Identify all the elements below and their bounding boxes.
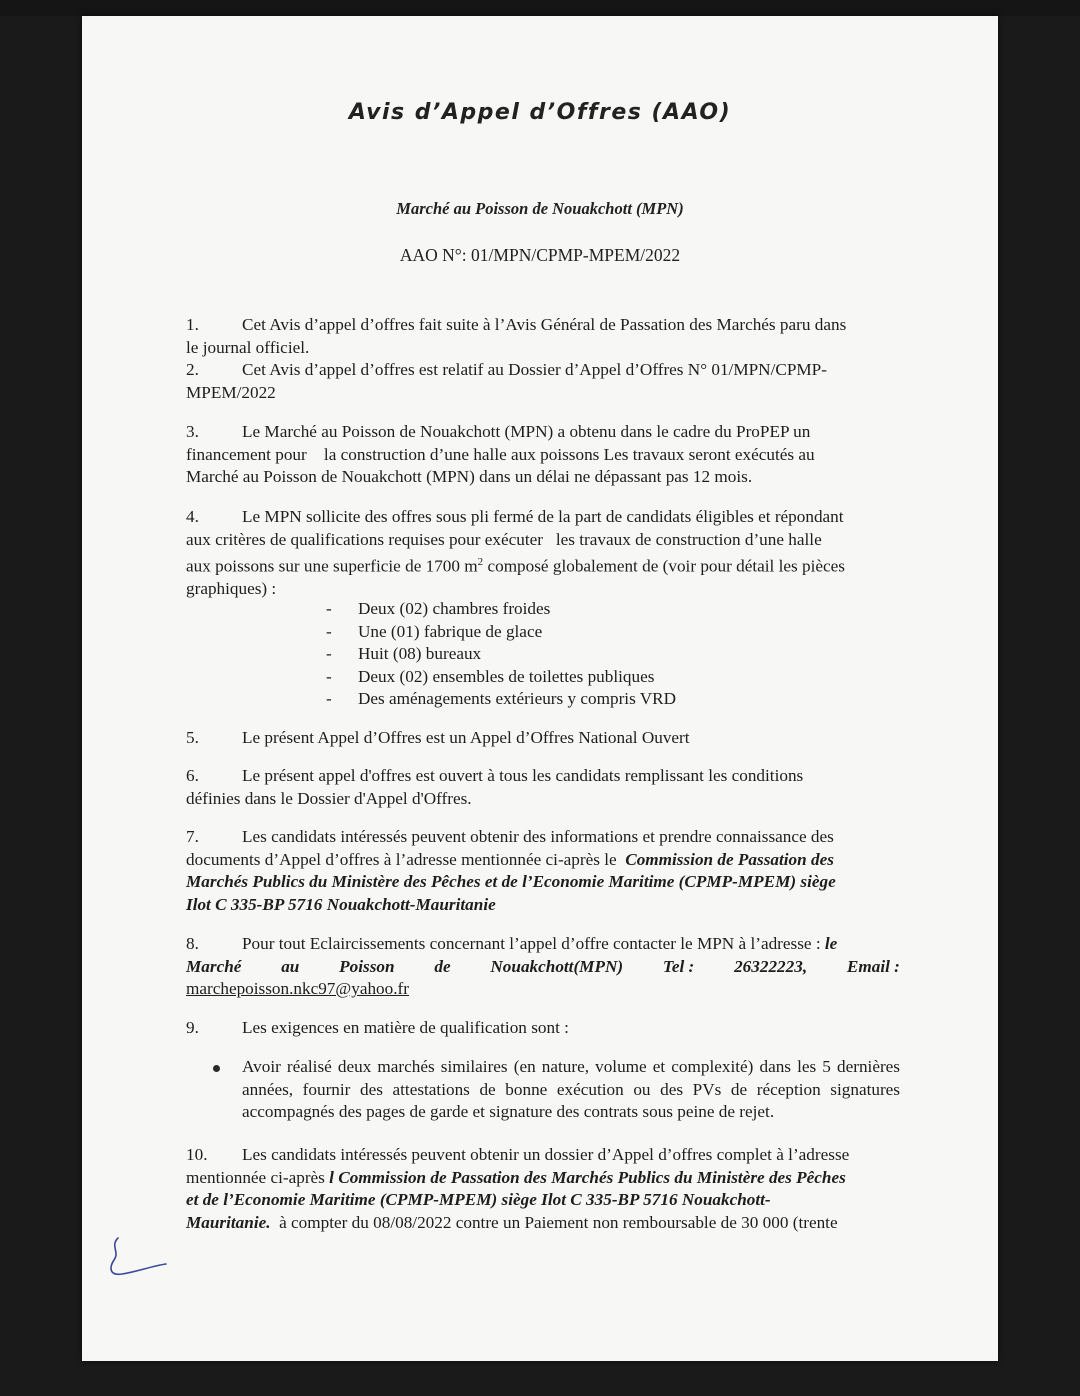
paragraph-text: financement pour la construction d’une halle aux poissons Les travaux seront exécutés au [186,444,815,464]
paragraph-text: Les candidats intéressés peuvent obtenir un dossier d’Appel d’offres complet à l’adresse [242,1145,850,1164]
emphasis-text: l Commission de Passation des Marchés Publics du Ministère des Pêches [329,1167,846,1187]
list-item: - Une (01) fabrique de glace [326,621,543,641]
emphasis-text: Ilot C 335-BP 5716 Nouakchott-Mauritanie [186,894,496,914]
paragraph-8 [186,933,900,1001]
list-item: - Huit (08) bureaux [326,644,482,663]
paragraph-text: graphiques) : [186,579,277,599]
emphasis-text: Mauritanie. [186,1212,271,1232]
emphasis-text: le [824,934,838,953]
paragraph-1 [186,314,900,359]
paragraph-text: aux poissons sur une superficie de 1700 m [186,556,478,576]
emphasis-text: Commission de Passation des [625,849,834,869]
paragraph-text: Le MPN sollicite des offres sous pli fermé de la part de candidats éligibles et répondant [242,507,844,526]
top-status-strip [0,0,1080,16]
paragraph-text: le journal officiel. [186,337,310,357]
paragraph-text: Pour tout Eclaircissements concernant l’appel d’offre contacter le MPN à l’adresse : [242,934,825,953]
paragraph-text: Le présent Appel d’Offres est un Appel d’Offres National Ouvert [242,728,690,747]
email-link[interactable]: marchepoisson.nkc97@yahoo.fr [186,979,409,998]
paragraph-4 [186,506,900,601]
contact-line: Marché au Poisson de Nouakchott(MPN) Tel : 26322223, Email : [186,956,900,976]
paragraph-text: Les exigences en matière de qualification sont : [242,1018,569,1037]
qualification-bullet [242,1056,900,1124]
document-reference: AAO N°: 01/MPN/CPMP-MPEM/2022 [399,245,681,265]
paragraph-text: Marché au Poisson de Nouakchott (MPN) dans un délai ne dépassant pas 12 mois. [186,467,753,486]
paragraph-2 [186,359,900,404]
paragraph-text: Les candidats intéressés peuvent obtenir des informations et prendre connaissance des [242,827,834,846]
paragraph-number: 10. [186,1145,208,1164]
bullet-icon [213,1065,220,1072]
paragraph-text: définies dans le Dossier d'Appel d'Offres. [186,788,472,808]
paragraph-text: Le Marché au Poisson de Nouakchott (MPN) a obtenu dans le cadre du ProPEP un [242,422,811,441]
superscript: 2 [477,556,484,568]
paragraph-text: Cet Avis d’appel d’offres est relatif au Dossier d’Appel d’Offres N° 01/MPN/CPMP- [242,360,827,379]
list-item: - Des aménagements extérieurs y compris VRD [326,689,677,708]
paragraph-text: MPEM/2022 [186,382,276,402]
bullet-text: Avoir réalisé deux marchés similaires (en nature, volume et complexité) dans les 5 dernières années, fournir des attestations de bonne exécution ou des PVs de réception signatures accompagnés des pages de garde et signature des contrats sous peine de rejet. [242,1057,900,1121]
paragraph-number: 4. [186,507,199,526]
emphasis-text: et de l’Economie Maritime (CPMP-MPEM) siège Ilot C 335-BP 5716 Nouakchott- [186,1190,771,1209]
paragraph-number: 8. [186,934,199,953]
list-item: - Deux (02) ensembles de toilettes publiques [326,666,655,686]
handwritten-mark [104,1226,174,1286]
document-page [82,16,998,1361]
paragraph-text: documents d’Appel d’offres à l’adresse mentionnée ci-après le [186,849,626,869]
paragraph-number: 9. [186,1018,199,1037]
list-item: - Deux (02) chambres froides [326,599,551,618]
paragraph-9 [186,1017,900,1040]
paragraph-text: à compter du 08/08/2022 contre un Paiement non remboursable de 30 000 (trente [270,1212,838,1232]
paragraph-text: mentionnée ci-après [186,1167,330,1187]
paragraph-3 [186,421,900,489]
paragraph-number: 5. [186,728,199,747]
paragraph-number: 6. [186,766,199,785]
paragraph-text: Le présent appel d'offres est ouvert à tous les candidats remplissant les conditions [242,766,804,785]
paragraph-number: 3. [186,422,199,441]
paragraph-7 [186,826,900,916]
paragraph-5 [186,727,900,750]
paragraph-number: 1. [186,315,199,334]
paragraph-text: Cet Avis d’appel d’offres fait suite à l’Avis Général de Passation des Marchés paru dans [242,315,847,334]
paragraph-number: 2. [186,360,199,379]
paragraph-text: aux critères de qualifications requises pour exécuter les travaux de construction d’une halle [186,529,822,549]
document-title: Avis d’Appel d’Offres (AAO) [348,100,732,125]
works-list [326,598,676,711]
paragraph-number: 7. [186,827,199,846]
paragraph-text: composé globalement de (voir pour détail les pièces [483,556,845,576]
paragraph-10 [186,1144,900,1234]
document-subtitle: Marché au Poisson de Nouakchott (MPN) [396,199,684,218]
emphasis-text: Marchés Publics du Ministère des Pêches et de l’Economie Maritime (CPMP-MPEM) siège [186,872,836,891]
paragraph-6 [186,765,900,810]
